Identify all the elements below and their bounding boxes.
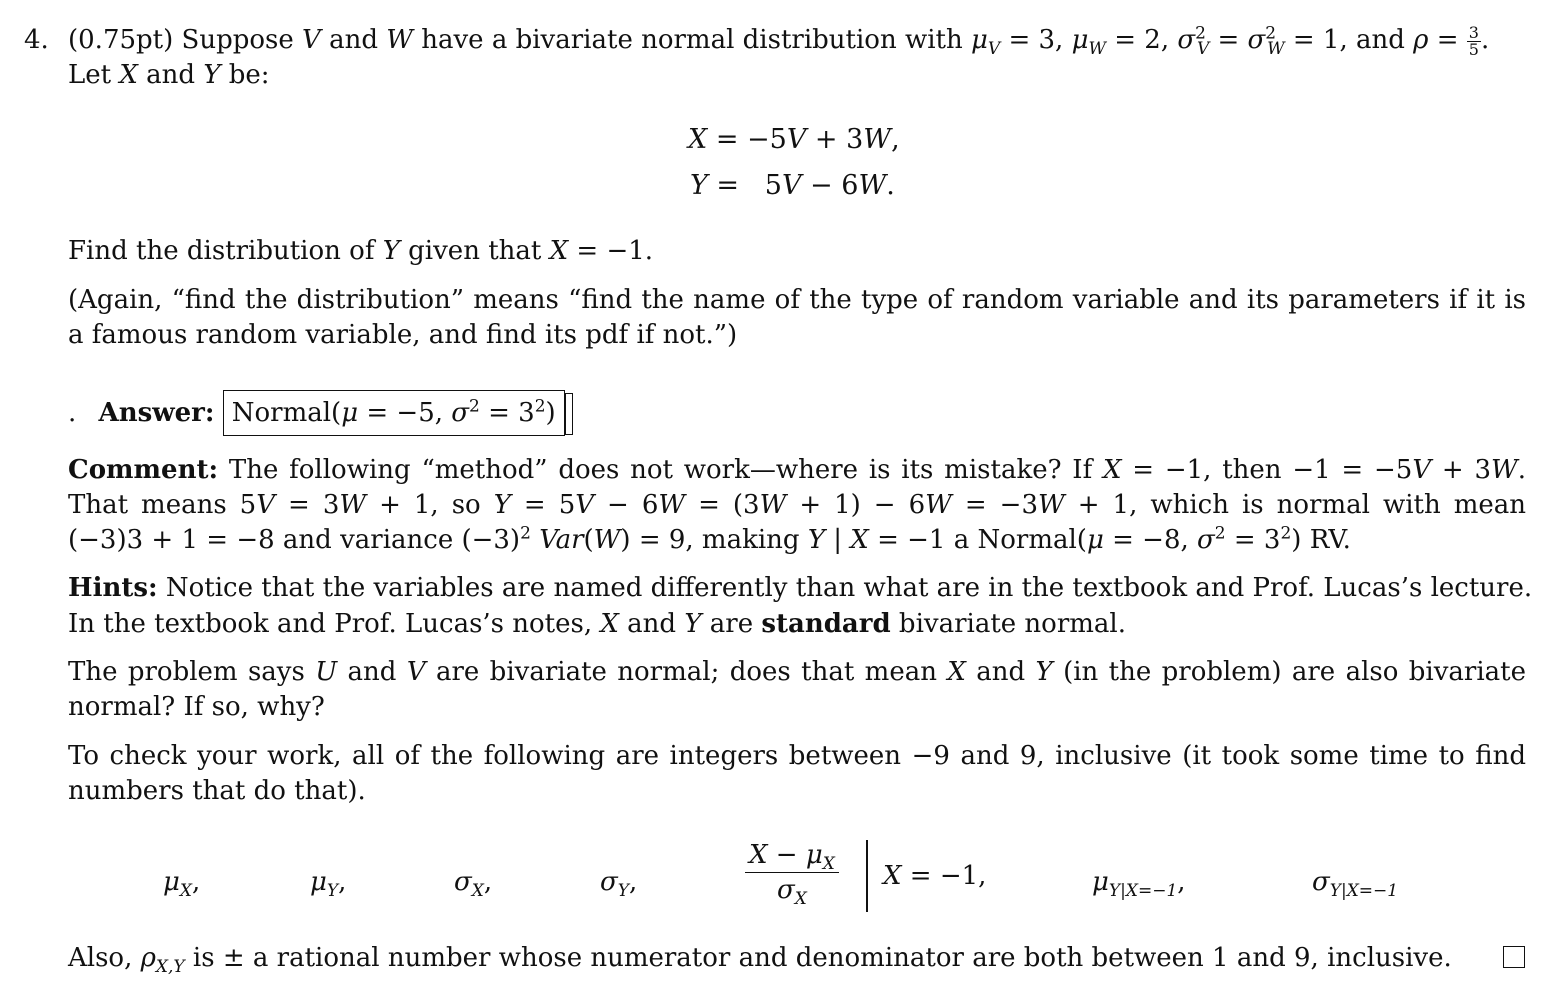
- answer-box: Normal(μ = −5, $\sigma^2 = 3^2$): [223, 390, 565, 436]
- fraction-denominator: $\sigma_X$: [777, 875, 807, 910]
- conditional-bar: [866, 840, 868, 912]
- rho-fraction: $\frac{3}{5}$: [1468, 22, 1479, 59]
- problem-intro-text: Suppose V and W have a bivariate normal distribution with $\mu_V = 3$, $\mu_W = 2$, $\sigma^2_V = \sigma^2_W = 1$, and ρ = $\frac{3}{5}$ .: [181, 22, 1490, 60]
- check-standardized-fraction: [745, 838, 839, 910]
- hints-p2-line-1: The problem says U and V are bivariate normal; does that mean X and Y (in the problem) are also bivariate: [68, 657, 1526, 687]
- comment-line-1: Comment: The following “method” does not work—where is its mistake? If X = −1, then −1 = −5V + 3W.: [68, 455, 1526, 485]
- check-condition: X = −1,: [883, 861, 987, 891]
- equation-y: Y = 5V − 6W.: [690, 170, 895, 201]
- let-line: Let X and Y be:: [68, 60, 270, 90]
- comment-line-3: (−3)3 + 1 = −8 and variance $(-3)^2$ Var(W) = 9, making Y | X = −1 a Normal(μ = −8, $\sigma^2 = 3^2$) RV.: [68, 523, 1351, 555]
- problem-number: 4.: [24, 25, 49, 55]
- comment-line-2: That means 5V = 3W + 1, so Y = 5V − 6W = (3W + 1) − 6W = −3W + 1, which is normal with mean: [68, 490, 1526, 520]
- check-mu-x: $\mu_X$,: [163, 867, 201, 902]
- answer-label: Answer:: [98, 398, 215, 428]
- hints-p3-line-1: To check your work, all of the following are integers between −9 and 9, inclusive (it took some time to find: [68, 741, 1526, 771]
- again-line-1: (Again, “find the distribution” means “find the name of the type of random variable and its parameters if it is: [68, 285, 1526, 315]
- find-line: Find the distribution of Y given that X = −1.: [68, 236, 654, 266]
- answer-box-tail: [565, 393, 573, 435]
- fraction-numerator: $X - \mu_X$: [745, 838, 839, 873]
- check-sigma-x: $\sigma_X$,: [454, 867, 493, 902]
- check-sigma-y: $\sigma_Y$,: [600, 867, 638, 902]
- check-mu-conditional: $\mu_{Y|X=-1}$,: [1092, 867, 1186, 902]
- problem-statement-line1: [68, 22, 1489, 58]
- again-line-2: a famous random variable, and find its pdf if not.”): [68, 320, 738, 350]
- equation-x: X = −5V + 3W,: [688, 124, 900, 155]
- hints-p3-line-2: numbers that do that).: [68, 776, 366, 806]
- check-mu-y: $\mu_Y$,: [310, 867, 347, 902]
- hints-line-2: In the textbook and Prof. Lucas’s notes, X and Y are standard bivariate normal.: [68, 609, 1126, 639]
- answer-row: [68, 390, 573, 436]
- hints-line-1: Hints: Notice that the variables are named differently than what are in the textbook and Prof. Lucas’s lecture.: [68, 573, 1533, 603]
- check-sigma-conditional: $\sigma_{Y|X=-1}$: [1312, 867, 1399, 902]
- footer-line: Also, $\rho_{X,Y}$ is ± a rational number whose numerator and denominator are both between 1 and 9, inclusive.: [68, 943, 1452, 978]
- answer-prefix: .: [68, 398, 77, 428]
- hints-p2-line-2: normal? If so, why?: [68, 692, 325, 722]
- problem-points: (0.75pt): [68, 25, 174, 55]
- qed-box-icon: [1503, 946, 1525, 968]
